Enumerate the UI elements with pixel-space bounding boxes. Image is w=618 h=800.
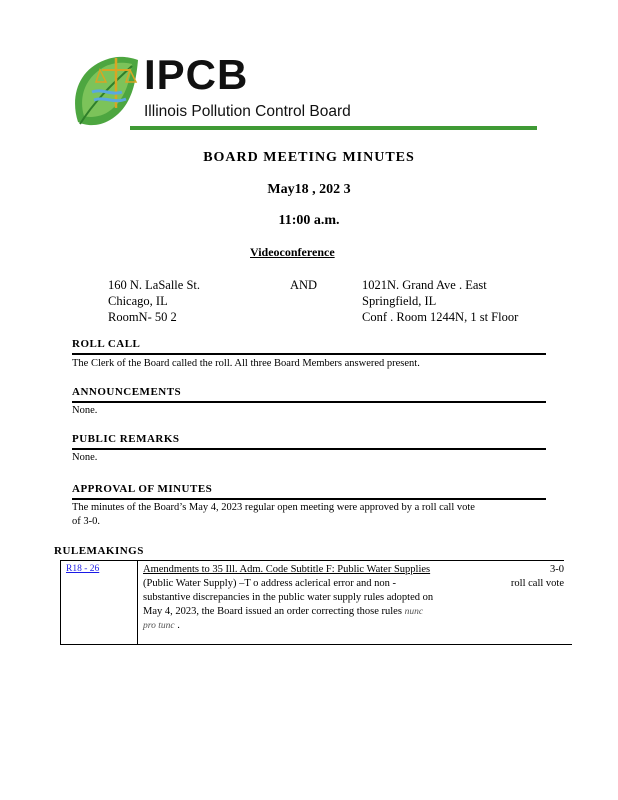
description-line <box>143 619 478 633</box>
latin-term: pro tunc <box>143 621 175 631</box>
public-remarks-text: None. <box>72 452 98 463</box>
table-column-divider <box>137 560 138 645</box>
section-divider <box>72 353 546 355</box>
ipcb-logo <box>70 52 540 134</box>
logo-underline <box>130 126 537 130</box>
announcements-text: None. <box>72 405 98 416</box>
approval-heading: APPROVAL OF MINUTES <box>72 483 213 495</box>
vote-label: roll call vote <box>510 578 564 589</box>
address-line: Springfield, IL <box>362 294 437 308</box>
logo-subtitle: Illinois Pollution Control Board <box>144 103 351 120</box>
description-line <box>143 605 478 619</box>
rulemaking-description <box>143 563 478 633</box>
page-title: BOARD MEETING MINUTES <box>203 150 415 165</box>
meeting-date: May18 , 202 3 <box>267 182 351 197</box>
table-border-left <box>60 560 61 645</box>
announcements-heading: ANNOUNCEMENTS <box>72 386 182 398</box>
description-line: (Public Water Supply) –T o address aclerical error and non - <box>143 578 397 589</box>
address-line: Conf . Room 1244N, 1 st Floor <box>362 310 519 324</box>
section-divider <box>72 498 546 500</box>
description-text: May 4, 2023, the Board issued an order correcting those rules <box>143 606 402 617</box>
meeting-venue: Videoconference <box>250 245 335 259</box>
case-number-link[interactable]: R18 - 26 <box>66 564 100 574</box>
rulemaking-title: Amendments to 35 Ill. Adm. Code Subtitle F: Public Water Supplies <box>143 564 431 575</box>
section-divider <box>72 448 546 450</box>
address-line: 1021N. Grand Ave . East <box>362 278 487 292</box>
description-line: substantive discrepancies in the public water supply rules adopted on <box>143 592 434 603</box>
roll-call-heading: ROLL CALL <box>72 338 141 350</box>
address-line: RoomN- 50 2 <box>108 310 177 324</box>
section-divider <box>72 401 546 403</box>
rulemakings-heading: RULEMAKINGS <box>54 545 144 557</box>
approval-text-line1: The minutes of the Board’s May 4, 2023 regular open meeting were approved by a roll call vote <box>72 502 475 513</box>
description-text: . <box>177 620 180 631</box>
vote-result <box>500 563 564 591</box>
roll-call-text: The Clerk of the Board called the roll. All three Board Members answered present. <box>72 358 420 369</box>
address-conjunction: AND <box>290 278 318 292</box>
vote-count: 3-0 <box>550 564 564 575</box>
leaf-scales-icon <box>70 52 140 132</box>
chicago-address <box>108 277 200 325</box>
table-border-top <box>60 560 564 561</box>
meeting-time: 11:00 a.m. <box>278 213 340 228</box>
rulemakings-table <box>60 560 572 646</box>
springfield-address <box>362 277 518 325</box>
address-line: Chicago, IL <box>108 294 168 308</box>
latin-term: nunc <box>404 607 424 617</box>
approval-text-line2: of 3-0. <box>72 516 100 527</box>
table-border-bottom <box>60 644 572 645</box>
logo-title: IPCB <box>144 51 249 98</box>
address-line: 160 N. LaSalle St. <box>108 278 201 292</box>
public-remarks-heading: PUBLIC REMARKS <box>72 433 180 445</box>
